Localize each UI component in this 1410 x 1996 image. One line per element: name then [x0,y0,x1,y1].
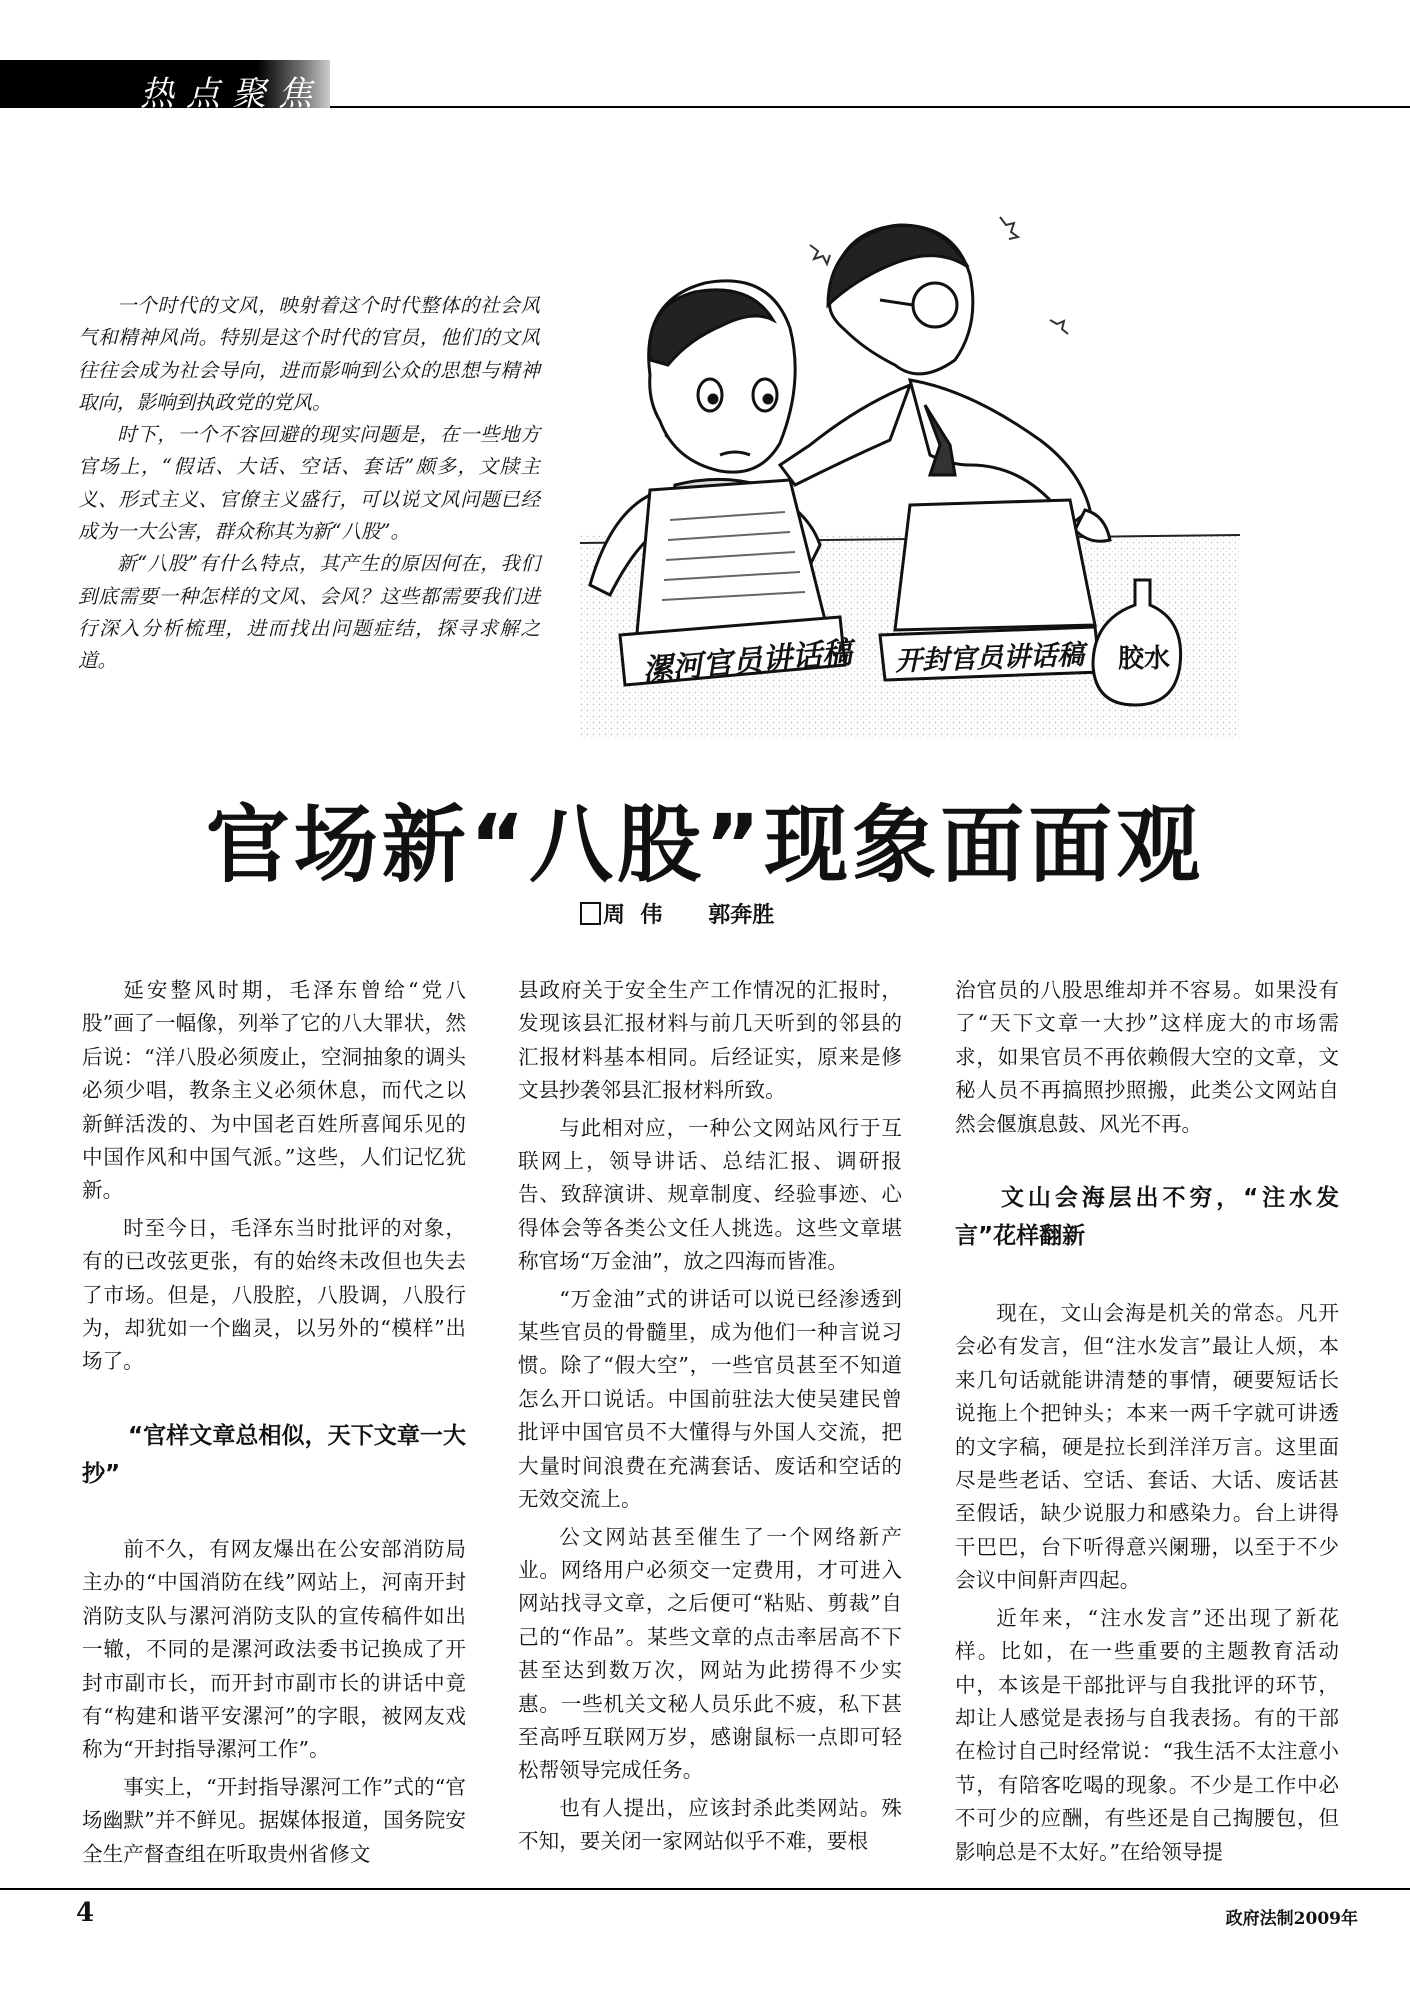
page-number: 4 [76,1898,95,1928]
body-paragraph: 时至今日，毛泽东当时批评的对象，有的已改弦更张，有的始终未改但也失去了市场。但是，八股腔，八股调，八股行为，却犹如一个幽灵，以另外的“模样”出场了。 [82,1215,466,1374]
intro-paragraph: 新“八股”有什么特点，其产生的原因何在，我们到底需要一种怎样的文风、会风？这些都需要我们进行深入分析梳理，进而找出问题症结，探寻求解之道。 [78,552,540,673]
subheading: 文山会海层出不穷，“注水发言”花样翻新 [955,1185,1339,1250]
glue-bottle-label: 胶水 [1118,644,1171,674]
left-sign-text: 漯河官员讲话稿 [641,635,854,689]
intro-block [78,290,540,678]
cartoon-illustration [580,205,1240,740]
column-1 [82,974,466,1875]
body-paragraph: 近年来，“注水发言”还出现了新花样。比如，在一些重要的主题教育活动中，本该是干部批评与自我批评的环节，却让人感觉是表扬与自我表扬。有的干部在检讨自己时经常说：“我生活不太注意小节，有陪客吃喝的现象。不少是工作中必不可少的应酬，有些还是自己掏腰包，但影响总是不太好。”在给领导提 [955,1605,1339,1864]
body-paragraph: 公文网站甚至催生了一个网络新产业。网络用户必须交一定费用，才可进入网站找寻文章，之后便可“粘贴、剪裁”自己的“作品”。某些文章的点击率居高不下甚至达到数万次，网站为此捞得不少实惠。一些机关文秘人员乐此不疲，私下甚至高呼互联网万岁，感谢鼠标一点即可轻松帮领导完成任务。 [518,1524,902,1783]
body-paragraph: 治官员的八股思维却并不容易。如果没有了“天下文章一大抄”这样庞大的市场需求，如果官员不再依赖假大空的文章，文秘人员不再搞照抄照搬，此类公文网站自然会偃旗息鼓、风光不再。 [955,978,1339,1136]
byline-authors: 周 伟 郭奔胜 [603,903,775,928]
footer-rule [0,1888,1410,1890]
section-header-title: 热点聚焦 [140,74,324,114]
body-paragraph: 事实上，“开封指导漯河工作”式的“官场幽默”并不鲜见。据媒体报道，国务院安全生产督查组在听取贵州省修文 [82,1774,466,1866]
article-title: 官场新“八股”现象面面观 [205,796,1205,894]
subheading: “官样文章总相似，天下文章一大抄” [82,1422,466,1487]
byline [580,898,774,929]
right-sign-text: 开封官员讲话稿 [894,639,1085,678]
body-paragraph: 与此相对应，一种公文网站风行于互联网上，领导讲话、总结汇报、调研报告、致辞演讲、规章制度、经验事迹、心得体会等各类公文任人挑选。这些文章堪称官场“万金油”，放之四海而皆准。 [518,1115,902,1274]
intro-paragraph: 时下，一个不容回避的现实问题是，在一些地方官场上，“假话、大话、空话、套话”颇多，文牍主义、形式主义、官僚主义盛行，可以说文风问题已经成为一大公害，群众称其为新“八股”。 [78,423,540,544]
byline-box-marker [580,902,601,925]
body-paragraph: “万金油”式的讲话可以说已经渗透到某些官员的骨髓里，成为他们一种言说习惯。除了“假大空”，一些官员甚至不知道怎么开口说话。中国前驻法大使吴建民曾批评中国官员不大懂得与外国人交流，把大量时间浪费在充满套话、废话和空话的无效交流上。 [518,1286,902,1512]
body-paragraph: 现在，文山会海是机关的常态。凡开会必有发言，但“注水发言”最让人烦，本来几句话就能讲清楚的事情，硬要短话长说拖上个把钟头；本来一两千字就可讲透的文字稿，硬是拉长到洋洋万言。这里面尽是些老话、空话、套话、大话、废话甚至假话，缺少说服力和感染力。台上讲得干巴巴，台下听得意兴阑珊，以至于不少会议中间鼾声四起。 [955,1301,1339,1593]
column-3 [955,974,1339,1873]
body-paragraph: 前不久，有网友爆出在公安部消防局主办的“中国消防在线”网站上，河南开封消防支队与漯河消防支队的宣传稿件如出一辙，不同的是漯河政法委书记换成了开封市副市长，而开封市副市长的讲话中竟有“构建和谐平安漯河”的字眼，被网友戏称为“开封指导漯河工作”。 [82,1536,466,1762]
journal-name: 政府法制2009年 [1225,1909,1358,1929]
intro-paragraph: 一个时代的文风，映射着这个时代整体的社会风气和精神风尚。特别是这个时代的官员，他们的文风往往会成为社会导向，进而影响到公众的思想与精神取向，影响到执政党的党风。 [78,294,540,414]
body-paragraph: 延安整风时期，毛泽东曾给“党八股”画了一幅像，列举了它的八大罪状，然后说：“洋八股必须废止，空洞抽象的调头必须少唱，教条主义必须休息，而代之以新鲜活泼的、为中国老百姓所喜闻乐见的中国作风和中国气派。”这些，人们记忆犹新。 [82,978,466,1203]
body-paragraph: 县政府关于安全生产工作情况的汇报时，发现该县汇报材料与前几天听到的邻县的汇报材料基本相同。后经证实，原来是修文县抄袭邻县汇报材料所致。 [518,978,902,1103]
column-2 [518,974,902,1863]
header-rule [330,106,1410,108]
body-paragraph: 也有人提出，应该封杀此类网站。殊不知，要关闭一家网站似乎不难，要根 [518,1795,902,1854]
